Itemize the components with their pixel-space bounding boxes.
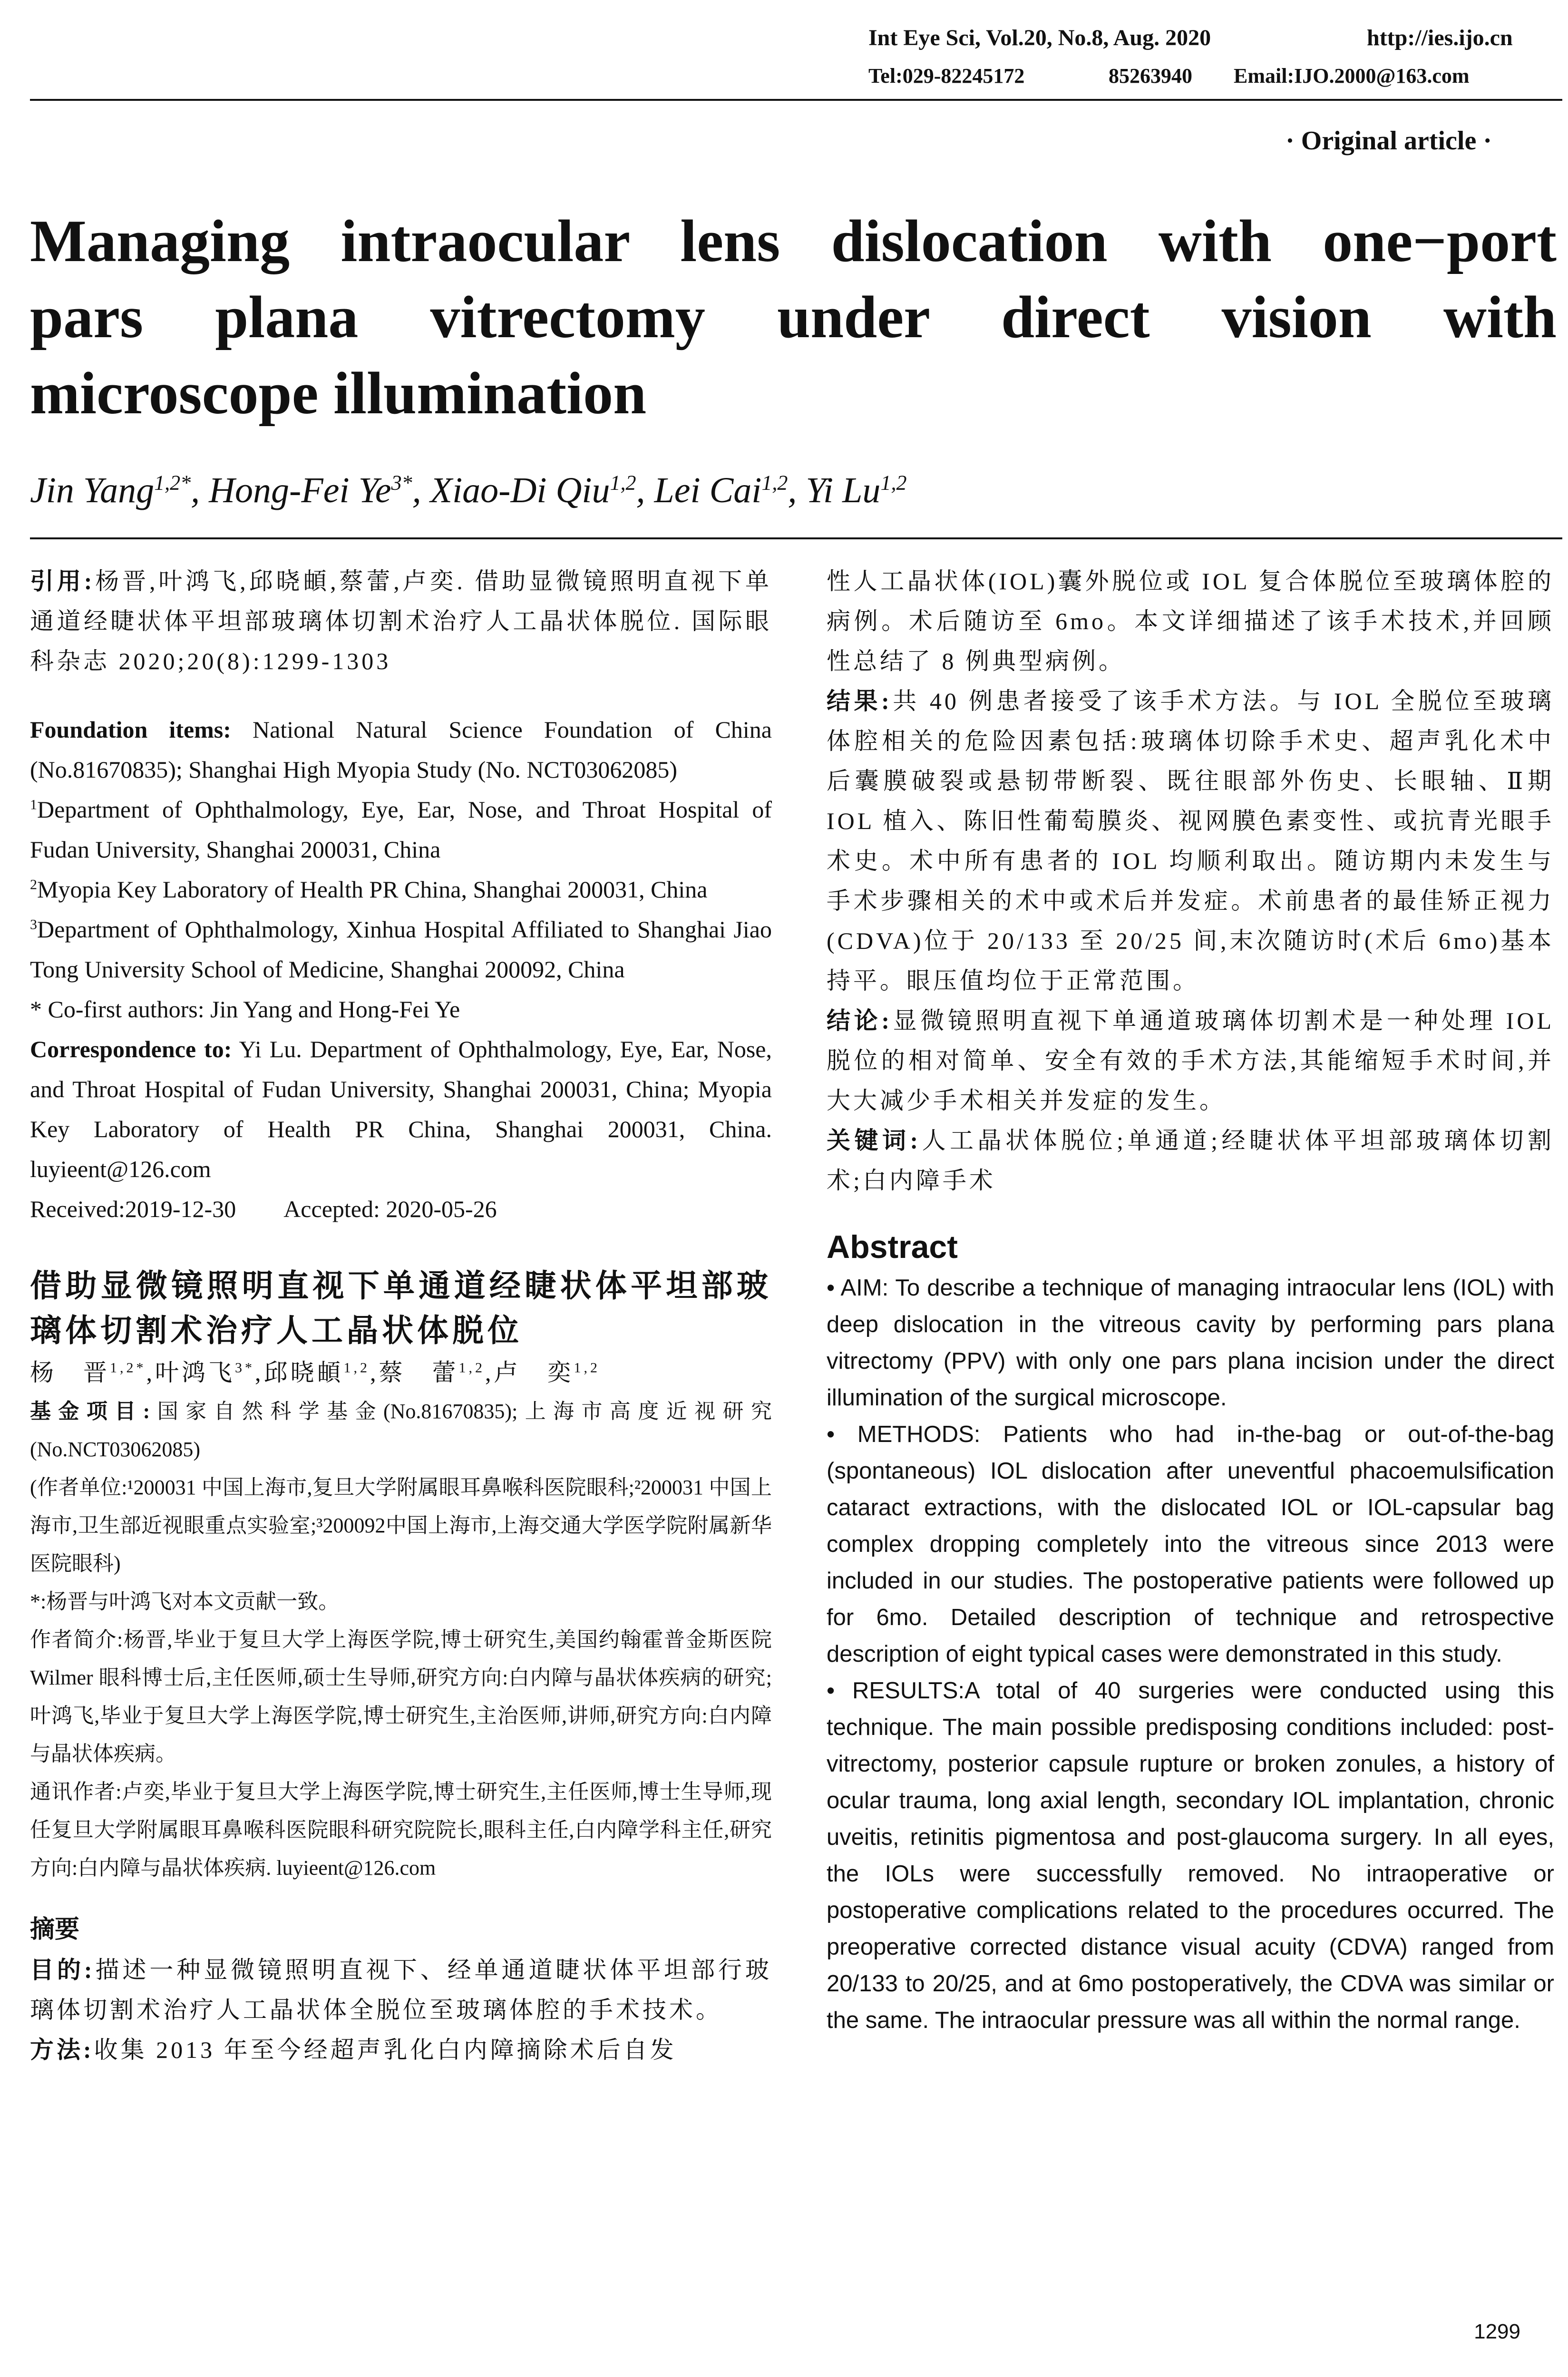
journal-url[interactable]: http://ies.ijo.cn	[1367, 25, 1513, 50]
correspondence	[30, 1029, 772, 1189]
abstract-results	[827, 1673, 1554, 2039]
cn-aim-label: 目的:	[30, 1957, 95, 1983]
cn-abstract-conclusion	[827, 1001, 1554, 1120]
affiliation-sup: 2	[30, 877, 37, 893]
citation	[30, 561, 772, 681]
affiliation	[30, 869, 772, 909]
cn-abstract-methods	[30, 2030, 772, 2070]
abstract-aim-text: To describe a technique of managing intraocular lens (IOL) with deep dislocation in the vitreous cavity by performing pars plana vitrectomy (PPV) with only one pars plana incision under the direct illumination of the surgical microscope.	[827, 1275, 1555, 1411]
cn-results-text: 共 40 例患者接受了该手术方法。与 IOL 全脱位至玻璃体腔相关的危险因素包括:玻璃体切除手术史、超声乳化术中后囊膜破裂或悬韧带断裂、既往眼部外伤史、长眼轴、Ⅱ期 IOL 植入、陈旧性葡萄膜炎、视网膜色素变性、或抗青光眼手术史。术中所有患者的 IOL 均顺利取出。随访期内未发生与手术步骤相关的术中或术后并发症。术前患者的最佳矫正视力(CDVA)位于 20/133 至 20/25 间,末次随访时(术后 6mo)基本持平。眼压值均位于正常范围。	[827, 688, 1555, 994]
abstract-methods-text: Patients who had in-the-bag or out-of-the-bag (spontaneous) IOL dislocation after uneventful phacoemulsification cataract extractions, with the dislocated IOL or IOL-capsular bag complex dropping completely into the vitreous since 2013 were included in our studies. The postoperative patients were followed up for 6mo. Detailed description of technique and retrospective description of eight typical cases were demonstrated in this study.	[827, 1422, 1555, 1667]
author-sup: 1,2	[610, 471, 636, 495]
cn-author: 叶鸿飞	[155, 1359, 235, 1386]
abstract-methods	[827, 1416, 1554, 1673]
abstract-results-label: • RESULTS:	[827, 1678, 964, 1704]
affiliation	[30, 789, 772, 869]
title-line: microscope illumination	[30, 360, 647, 427]
cn-foundation	[30, 1393, 772, 1469]
affiliation-text: Myopia Key Laboratory of Health PR China, Shanghai 200031, China	[37, 876, 708, 903]
cn-author-sup: 1,2*	[110, 1360, 146, 1376]
affiliation-text: Department of Ophthalmology, Xinhua Hospital Affiliated to Shanghai Jiao Tong University School of Medicine, Shanghai 200092, China	[30, 916, 772, 983]
chinese-authors: 杨 晋$^{1,2*}$,叶鸿飞$^{3*}$,邱晓頔$^{1,2}$,蔡 蕾$^{1,2}$,卢 奕$^{1,2}$	[30, 1359, 600, 1386]
affiliation-sup: 1	[30, 797, 37, 813]
author-sup: 1,2	[880, 471, 907, 495]
cn-author: 卢 奕	[494, 1359, 574, 1386]
author-name: Lei Cai	[654, 470, 762, 510]
cn-abstract-keywords	[827, 1120, 1554, 1200]
cn-author-sup: 1,2	[458, 1360, 485, 1376]
page-number: 1299	[1474, 2320, 1520, 2343]
cn-results-label: 结果:	[827, 688, 892, 714]
cn-aim-text: 描述一种显微镜照明直视下、经单通道睫状体平坦部行玻璃体切割术治疗人工晶状体全脱位至玻璃体腔的手术技术。	[30, 1957, 772, 2023]
article-type: · Original article ·	[1286, 126, 1492, 156]
author-list: Jin Yang$^{1,2*}$, Hong-Fei $Ye^{3*}$, Xiao-Di Qiu$^{1,2}$, Lei Cai$^{1,2}$, Yi Lu$^{1,2}$	[30, 470, 907, 510]
chinese-title: 借助显微镜照明直视下单通道经睫状体平坦部玻璃体切割术治疗人工晶状体脱位	[30, 1268, 772, 1348]
journal-header	[868, 25, 1553, 51]
affiliation	[30, 909, 772, 989]
cn-author-sup: 3*	[235, 1360, 255, 1376]
article-title	[30, 204, 1557, 432]
title-line: pars plana vitrectomy under direct vision with	[30, 284, 1557, 351]
foundation-text: National Natural Science Foundation of China (No.81670835); Shanghai High Myopia Study (No. NCT03062085)	[30, 716, 772, 783]
cn-abstract-aim	[30, 1950, 772, 2030]
received-date: Received:2019-12-30	[30, 1196, 236, 1222]
cn-abstract-heading: 摘要	[30, 1916, 80, 1943]
journal-tel: Tel:029-82245172	[868, 64, 1025, 88]
cn-foundation-text: 国家自然科学基金(No.81670835);上海市高度近视研究(No.NCT03062085)	[30, 1400, 772, 1461]
cn-correspondence: 通讯作者:卢奕,毕业于复旦大学上海医学院,博士研究生,主任医师,博士生导师,现任复旦大学附属眼耳鼻喉科医院眼科研究院院长,眼科主任,白内障学科主任,研究方向:白内障与晶状体疾病. luyieent@126.com	[30, 1780, 772, 1880]
cn-methods-label: 方法:	[30, 2036, 94, 2063]
citation-label: 引用:	[30, 568, 95, 594]
cofirst-note: * Co-first authors: Jin Yang and Hong-Fei Ye	[30, 996, 460, 1023]
abstract-results-text: A total of 40 surgeries were conducted using this technique. The main possible predisposing conditions included: post-vitrectomy, posterior capsule rupture or broken zonules, a history of ocular trauma, long axial length, secondary IOL implantation, chronic uveitis, retinitis pigmentosa and post-glaucoma surgery. In all eyes, the IOLs were successfully removed. No intraoperative or postoperative complications related to the procedures occurred. The preoperative corrected distance visual acuity (CDVA) ranged from 20/133 to 20/25, and at 6mo postoperatively, the CDVA was similar or the same. The intraocular pressure was all within the normal range.	[827, 1678, 1555, 2033]
cn-author-intro: 作者简介:杨晋,毕业于复旦大学上海医学院,博士研究生,美国约翰霍普金斯医院 Wilmer 眼科博士后,主任医师,硕士生导师,研究方向:白内障与晶状体疾病的研究;叶鸿飞,毕业于复旦大学上海医学院,博士研究生,主治医师,讲师,研究方向:白内障与晶状体疾病。	[30, 1628, 772, 1765]
author-name: Hong-Fei Ye	[209, 470, 391, 510]
journal-email[interactable]: Email:IJO.2000@163.com	[1234, 64, 1470, 88]
title-line: Managing intraocular lens dislocation with one−port	[30, 208, 1557, 274]
affiliation-text: Department of Ophthalmology, Eye, Ear, Nose, and Throat Hospital of Fudan University, Shanghai 200031, China	[30, 796, 772, 863]
author-rule	[30, 537, 1562, 539]
cn-abstract-results	[827, 681, 1554, 1001]
abstract-methods-label: • METHODS:	[827, 1422, 981, 1447]
author-sup: 3*	[391, 471, 412, 495]
correspondence-text: Yi Lu. Department of Ophthalmology, Eye, Ear, Nose, and Throat Hospital of Fudan University, Shanghai 200031, China; Myopia Key Laboratory of Health PR China, Shanghai 200031, China. luyieent@126.com	[30, 1036, 772, 1182]
cn-foundation-label: 基金项目:	[30, 1400, 150, 1423]
cn-author: 杨 晋	[30, 1359, 110, 1386]
dates	[30, 1189, 772, 1229]
author-sup: 1,2*	[154, 471, 191, 495]
correspondence-label: Correspondence to:	[30, 1036, 232, 1062]
cn-author: 蔡 蕾	[379, 1359, 459, 1386]
cn-author-sup: 1,2	[574, 1360, 600, 1376]
citation-text: 杨晋,叶鸿飞,邱晓頔,蔡蕾,卢奕. 借助显微镜照明直视下单通道经睫状体平坦部玻璃体切割术治疗人工晶状体脱位. 国际眼科杂志 2020;20(8):1299-1303	[30, 568, 772, 674]
cn-affiliation: (作者单位:¹200031 中国上海市,复旦大学附属眼耳鼻喉科医院眼科;²200031 中国上海市,卫生部近视眼重点实验室;³200092中国上海市,上海交通大学医学院附属新华医院眼科)	[30, 1476, 772, 1575]
right-column	[827, 561, 1554, 2039]
accepted-date: Accepted: 2020-05-26	[283, 1196, 497, 1222]
cn-keywords-text: 人工晶状体脱位;单通道;经睫状体平坦部玻璃体切割术;白内障手术	[827, 1127, 1554, 1194]
cn-author: 邱晓頔	[263, 1359, 344, 1386]
cn-conclusion-text: 显微镜照明直视下单通道玻璃体切割术是一种处理 IOL 脱位的相对简单、安全有效的手术方法,其能缩短手术时间,并大大减少手术相关并发症的发生。	[827, 1007, 1554, 1114]
journal-contact	[868, 64, 1553, 88]
cn-keywords-label: 关键词:	[827, 1127, 921, 1154]
author-name: Jin Yang	[30, 470, 155, 510]
journal-citation: Int Eye Sci, Vol.20, No.8, Aug. 2020	[868, 25, 1211, 50]
author-sup: 1,2	[761, 471, 788, 495]
cn-methods-text-start: 收集 2013 年至今经超声乳化白内障摘除术后自发	[94, 2036, 677, 2063]
cn-conclusion-label: 结论:	[827, 1007, 892, 1034]
foundation-items	[30, 710, 772, 789]
abstract-heading: Abstract	[827, 1229, 958, 1265]
foundation-label: Foundation items:	[30, 716, 231, 743]
affiliation-sup: 3	[30, 916, 37, 933]
abstract-aim-label: • AIM:	[827, 1275, 889, 1301]
cn-cofirst: *:杨晋与叶鸿飞对本文贡献一致。	[30, 1590, 340, 1613]
cn-author-sup: 1,2	[343, 1360, 370, 1376]
abstract-aim	[827, 1270, 1554, 1416]
journal-tel2: 85263940	[1109, 64, 1192, 88]
cn-methods-continued: 性人工晶状体(IOL)囊外脱位或 IOL 复合体脱位至玻璃体腔的病例。术后随访至 6mo。本文详细描述了该手术技术,并回顾性总结了 8 例典型病例。	[827, 568, 1554, 674]
left-column	[30, 561, 772, 2070]
header-rule	[30, 99, 1562, 101]
author-name: Xiao-Di Qiu	[430, 470, 610, 510]
author-name: Yi Lu	[806, 470, 881, 510]
